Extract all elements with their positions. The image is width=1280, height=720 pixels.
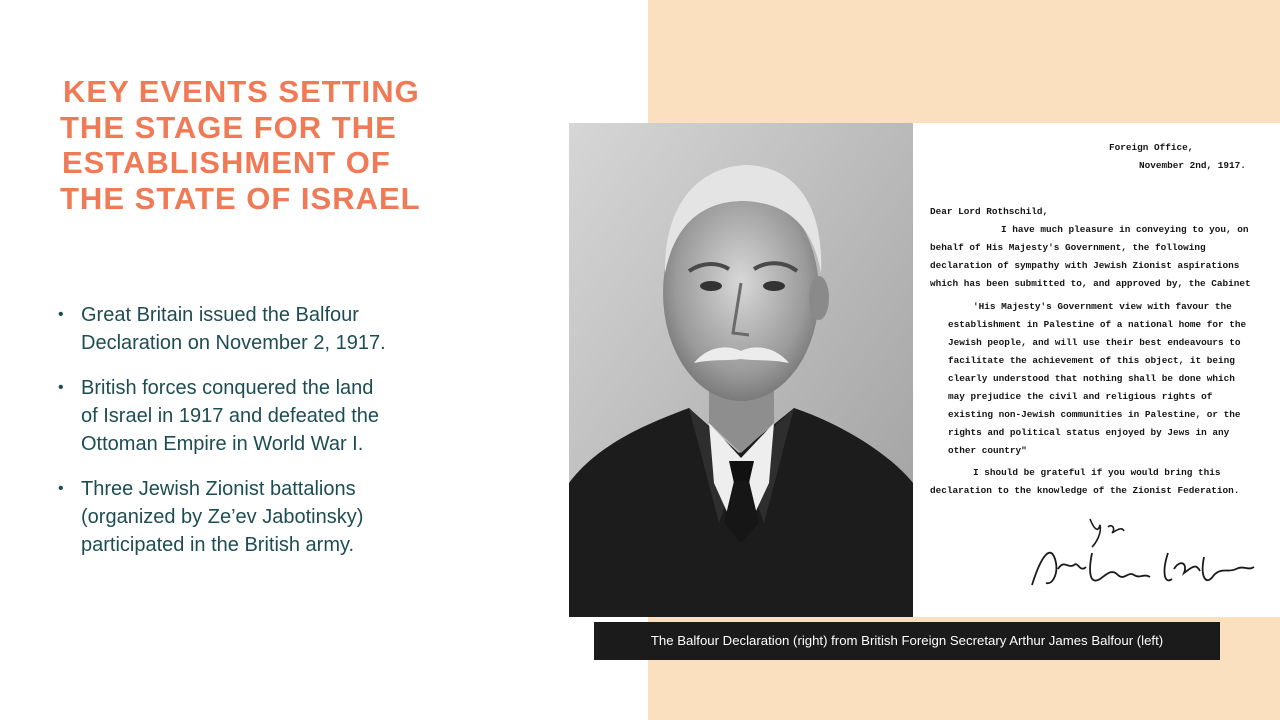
title-line-3: ESTABLISHMENT OF bbox=[62, 145, 391, 180]
balfour-declaration-letter bbox=[913, 123, 1280, 617]
letter-quote-line: rights and political status enjoyed by Jews in any bbox=[948, 427, 1230, 438]
letter-quote-line: existing non-Jewish communities in Palestine, or the bbox=[948, 409, 1241, 420]
bullet-line: (organized by Ze’ev Jabotinsky) bbox=[81, 506, 364, 528]
bullet-british-forces bbox=[58, 374, 458, 458]
letter-closing-line: I should be grateful if you would bring this bbox=[973, 467, 1221, 478]
signature-scribble bbox=[1028, 513, 1258, 603]
title-line-2: THE STAGE FOR THE bbox=[60, 109, 397, 145]
letter-quote-line: other country" bbox=[948, 445, 1027, 456]
bullet-zionist-battalions bbox=[58, 475, 458, 559]
letter-quote-line: 'His Majesty's Government view with favour the bbox=[973, 301, 1232, 312]
image-caption: The Balfour Declaration (right) from British Foreign Secretary Arthur James Balfour (left) bbox=[594, 622, 1220, 660]
letter-quote-line: facilitate the achievement of this object, it being bbox=[948, 355, 1235, 366]
bullet-line: of Israel in 1917 and defeated the bbox=[81, 405, 380, 427]
bullet-line: • Great Britain issued the Balfour bbox=[81, 304, 359, 326]
letter-body-line: which has been submitted to, and approved by, the Cabinet bbox=[930, 278, 1251, 289]
slide-title bbox=[60, 74, 480, 216]
portrait-illustration bbox=[569, 123, 913, 617]
title-line-1: KEY EVENTS SETTING bbox=[63, 74, 420, 109]
bullet-line: Ottoman Empire in World War I. bbox=[81, 433, 364, 455]
letter-date: November 2nd, 1917. bbox=[1139, 160, 1246, 171]
letter-body-line: declaration of sympathy with Jewish Zionist aspirations bbox=[930, 260, 1240, 271]
bullet-line: participated in the British army. bbox=[81, 534, 355, 556]
letter-body-line: I have much pleasure in conveying to you, on bbox=[1001, 224, 1249, 235]
title-line-4: THE STATE OF ISRAEL bbox=[60, 180, 421, 216]
letter-quote-line: establishment in Palestine of a national home for the bbox=[948, 319, 1247, 330]
handwritten-signature bbox=[1028, 513, 1258, 603]
balfour-portrait-photo bbox=[569, 123, 913, 617]
bullet-line: • British forces conquered the land bbox=[81, 377, 374, 399]
bullet-list bbox=[58, 301, 458, 576]
bullet-line: Declaration on November 2, 1917. bbox=[81, 332, 386, 354]
bullet-line: • Three Jewish Zionist battalions bbox=[81, 478, 356, 500]
letter-office: Foreign Office, bbox=[1109, 142, 1194, 153]
letter-body-line: behalf of His Majesty's Government, the following bbox=[930, 242, 1206, 253]
letter-quote-line: Jewish people, and will use their best endeavours to bbox=[948, 337, 1241, 348]
bullet-balfour-declaration bbox=[58, 301, 458, 357]
letter-quote-line: may prejudice the civil and religious rights of bbox=[948, 391, 1213, 402]
letter-closing-line: declaration to the knowledge of the Zionist Federation. bbox=[930, 485, 1240, 496]
letter-salutation: Dear Lord Rothschild, bbox=[930, 206, 1049, 217]
letter-quote-line: clearly understood that nothing shall be done which bbox=[948, 373, 1235, 384]
